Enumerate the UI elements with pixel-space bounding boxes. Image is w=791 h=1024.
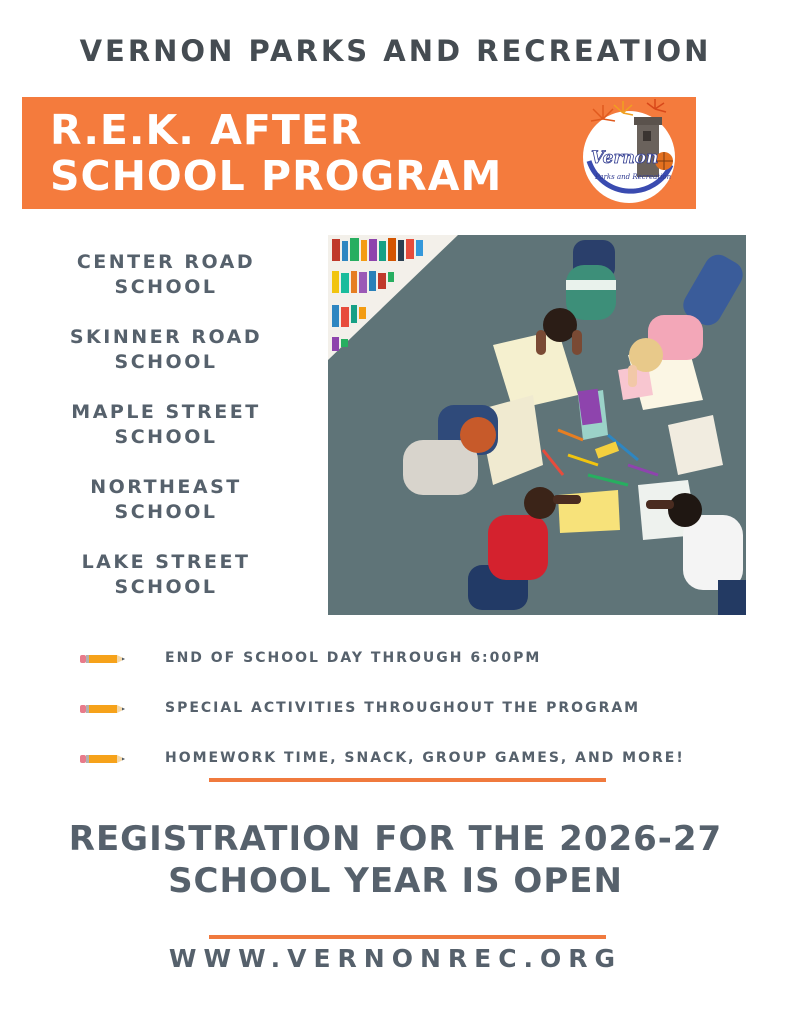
feature-text: SPECIAL ACTIVITIES THROUGHOUT THE PROGRAM xyxy=(165,700,641,716)
feature-item xyxy=(80,748,720,772)
school-item xyxy=(60,325,272,375)
feature-item xyxy=(80,648,720,672)
vernon-logo xyxy=(571,99,679,205)
logo-name: Vernon xyxy=(591,148,659,168)
registration-headline xyxy=(0,818,791,902)
registration-line-1: REGISTRATION FOR THE 2026-27 xyxy=(68,819,723,859)
program-banner xyxy=(22,97,696,209)
divider xyxy=(209,935,606,939)
org-name: VERNON PARKS AND RECREATION xyxy=(79,34,712,68)
pencil-icon xyxy=(80,702,128,716)
feature-text: HOMEWORK TIME, SNACK, GROUP GAMES, AND MORE! xyxy=(165,750,685,766)
program-title-line-1: R.E.K. AFTER xyxy=(50,106,363,154)
registration-line-2: SCHOOL YEAR IS OPEN xyxy=(168,861,623,901)
divider xyxy=(209,778,606,782)
school-suffix: SCHOOL xyxy=(114,351,218,373)
school-suffix: SCHOOL xyxy=(114,426,218,448)
feature-text: END OF SCHOOL DAY THROUGH 6:00PM xyxy=(165,650,542,666)
kids-drawing-photo xyxy=(328,235,746,615)
program-title xyxy=(50,107,502,199)
school-suffix: SCHOOL xyxy=(114,501,218,523)
school-suffix: SCHOOL xyxy=(114,576,218,598)
website-link[interactable]: WWW.VERNONREC.ORG xyxy=(168,944,623,973)
pencil-icon xyxy=(80,652,128,666)
school-name: MAPLE STREET xyxy=(71,401,261,423)
school-name: LAKE STREET xyxy=(81,551,251,573)
school-item xyxy=(60,475,272,525)
program-title-line-2: SCHOOL PROGRAM xyxy=(50,152,503,200)
logo-tagline: Parks and Recreation xyxy=(595,173,672,181)
school-name: SKINNER ROAD xyxy=(69,326,263,348)
school-name: NORTHEAST xyxy=(90,476,242,498)
school-item xyxy=(60,400,272,450)
school-suffix: SCHOOL xyxy=(114,276,218,298)
school-item xyxy=(60,550,272,600)
school-name: CENTER ROAD xyxy=(76,251,256,273)
school-item xyxy=(60,250,272,300)
feature-item xyxy=(80,698,720,722)
pencil-icon xyxy=(80,752,128,766)
school-list xyxy=(60,250,272,625)
